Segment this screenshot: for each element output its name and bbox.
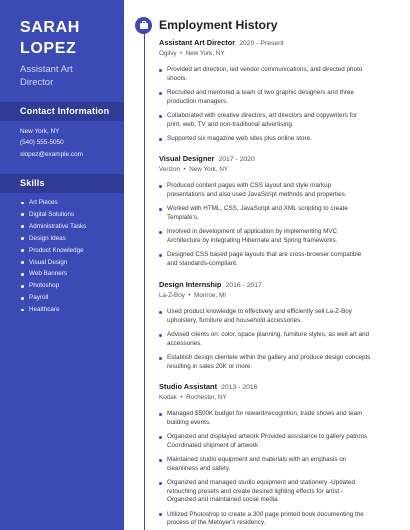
bullet-line: building events. [167, 418, 211, 426]
bullet-line: Architecture by integrating Hibernate and Spring frameworks. [167, 236, 338, 244]
job-bullets [159, 410, 383, 528]
job-entry [159, 382, 383, 528]
section-title-employment: Employment History [159, 18, 278, 32]
job-bullets [159, 308, 383, 371]
bullet-item [159, 479, 383, 505]
bullet-line: Involved in development of application by implementing MVC [167, 228, 338, 235]
skill-item: Photoshop [20, 280, 86, 292]
skill-item: Web Banners [20, 268, 86, 280]
title-line-2: Director [20, 77, 54, 88]
skill-item: Payroll [20, 292, 86, 304]
bullet-line: Managed $500K budget for reward/recognition, trade shows and team [167, 410, 363, 417]
bullet-line: process of the Metoyer's residency. [167, 519, 266, 527]
contact-email[interactable]: slopez@example.com [20, 151, 83, 158]
skill-item: Visual Design [20, 257, 86, 269]
job-title: Studio Assistant [159, 382, 218, 391]
bullet-line: Collaborated with creative directors, art directors and copywriters for [167, 112, 358, 119]
bullet-item [159, 433, 383, 450]
job-dates: 2017 - 2020 [218, 156, 255, 163]
bullet-line: shoots. [167, 74, 188, 82]
contact-location: New York, NY [20, 128, 60, 135]
job-heading [159, 38, 383, 49]
bullet-line: presentations and also used JavaScript methods and properties. [167, 190, 347, 198]
candidate-name [20, 17, 80, 59]
bullet-line: Supported six magazine web sites plus online store. [167, 135, 312, 142]
briefcase-icon [135, 17, 152, 34]
skills-heading: Skills [0, 174, 124, 193]
bullet-item [159, 66, 383, 83]
title-line-1: Assistant Art [20, 64, 73, 75]
bullet-line: Worked with HTML, CSS, JavaScript and XML scripting to create [167, 205, 348, 212]
separator-dot: • [176, 394, 187, 401]
bullet-line: Utilized Photoshop to create a 300 page printed book documenting the [167, 510, 364, 518]
job-company-line [159, 393, 383, 402]
bullet-item [159, 251, 383, 268]
skill-item: Design Ideas [20, 233, 86, 245]
bullet-item [159, 354, 383, 371]
skill-item: Administrative Tasks [20, 221, 86, 233]
job-dates: 2013 - 2016 [221, 384, 258, 391]
bullet-line: Coordinated shipment of artwork [167, 441, 259, 449]
bullet-line: Produced content pages with CSS layout and style markup [167, 182, 332, 189]
separator-dot: • [180, 166, 190, 173]
bullet-item [159, 228, 383, 245]
job-bullets [159, 66, 383, 144]
job-title: Design Internship [159, 280, 222, 289]
skill-item: Digital Solutions [20, 209, 86, 221]
bullet-line: resulting in sales 20K or more. [167, 362, 253, 370]
bullet-item [159, 135, 383, 144]
bullet-line: Advised clients on: color, space planning, furniture styles, as well art and [167, 331, 369, 338]
bullet-item [159, 205, 383, 222]
job-title: Assistant Art Director [159, 38, 236, 47]
timeline-line [144, 30, 146, 530]
bullet-line: production managers. [167, 97, 228, 105]
bullet-line: and standards-compliant. [167, 259, 238, 267]
job-entry [159, 154, 383, 268]
bullet-line: Organized and displayed artwork Provided assistance to gallery patrons [167, 433, 368, 440]
sidebar [0, 0, 124, 530]
bullet-line: Recruited and mentored a team of two graphic designers and three [167, 89, 354, 96]
job-heading [159, 382, 383, 393]
bullet-line: retouching presets and create desired lighting effects for artist - [167, 487, 343, 495]
skill-item: Healthcare [20, 304, 86, 316]
first-name: SARAH [20, 19, 80, 36]
job-location: New York, NY [185, 50, 225, 57]
bullet-line: Provided art direction, led vendor communications, and directed photo [167, 66, 363, 73]
job-company: Kodak [159, 394, 177, 401]
contact-heading: Contact Information [0, 102, 124, 121]
job-dates: 2020 - Present [239, 40, 284, 47]
skills-list [20, 197, 86, 316]
contact-phone: (540) 555-5050 [20, 139, 64, 146]
job-entry [159, 280, 383, 371]
bullet-line: Organized and managed studio equipment and stationery -Updated [167, 479, 355, 486]
job-title: Visual Designer [159, 154, 215, 163]
skill-item: Product Knowledge [20, 245, 86, 257]
bullet-line: upholstery, furniture and household accessories. [167, 316, 302, 324]
bullet-item [159, 410, 383, 427]
bullet-line: cleanliness and safety. [167, 464, 231, 472]
bullet-item [159, 308, 383, 325]
bullet-item [159, 331, 383, 348]
separator-dot: • [184, 292, 195, 299]
job-company: Verizon [159, 166, 181, 173]
job-location: New York, NY [189, 166, 229, 173]
job-heading [159, 280, 383, 291]
skill-item: Art Pieces [20, 197, 86, 209]
job-company-line [159, 291, 383, 300]
bullet-item [159, 456, 383, 473]
bullet-line: Organized and maintained social media [167, 496, 278, 504]
job-location: Rochester, NY [186, 394, 227, 401]
job-company: La-Z-Boy [159, 292, 185, 299]
job-bullets [159, 182, 383, 268]
job-heading [159, 154, 383, 165]
job-company-line [159, 49, 383, 58]
bullet-item [159, 182, 383, 199]
bullet-line: Template's. [167, 213, 199, 221]
job-dates: 2016 - 2017 [225, 282, 262, 289]
bullet-item [159, 112, 383, 129]
last-name: LOPEZ [20, 40, 77, 57]
separator-dot: • [176, 50, 186, 57]
bullet-item [159, 511, 383, 528]
job-company-line [159, 165, 383, 174]
bullet-line: accessories. [167, 339, 202, 347]
bullet-line: Used product knowledge to effectively and efficiently sell La-Z-Boy [167, 308, 352, 315]
bullet-line: Maintained studio equipment and materials with an emphasis on [167, 456, 347, 463]
bullet-line: Designed CSS based page layouts that are cross-browser compatible [167, 251, 362, 258]
job-entry [159, 38, 383, 144]
bullet-line: Establish design clientele within the gallery and produce design concepts [167, 354, 371, 361]
candidate-title [20, 63, 116, 89]
bullet-item [159, 89, 383, 106]
bullet-line: print, web, TV and non-traditional advertising. [167, 120, 294, 128]
job-location: Monroe, MI [194, 292, 226, 299]
job-company: Ogilvy [159, 50, 177, 57]
